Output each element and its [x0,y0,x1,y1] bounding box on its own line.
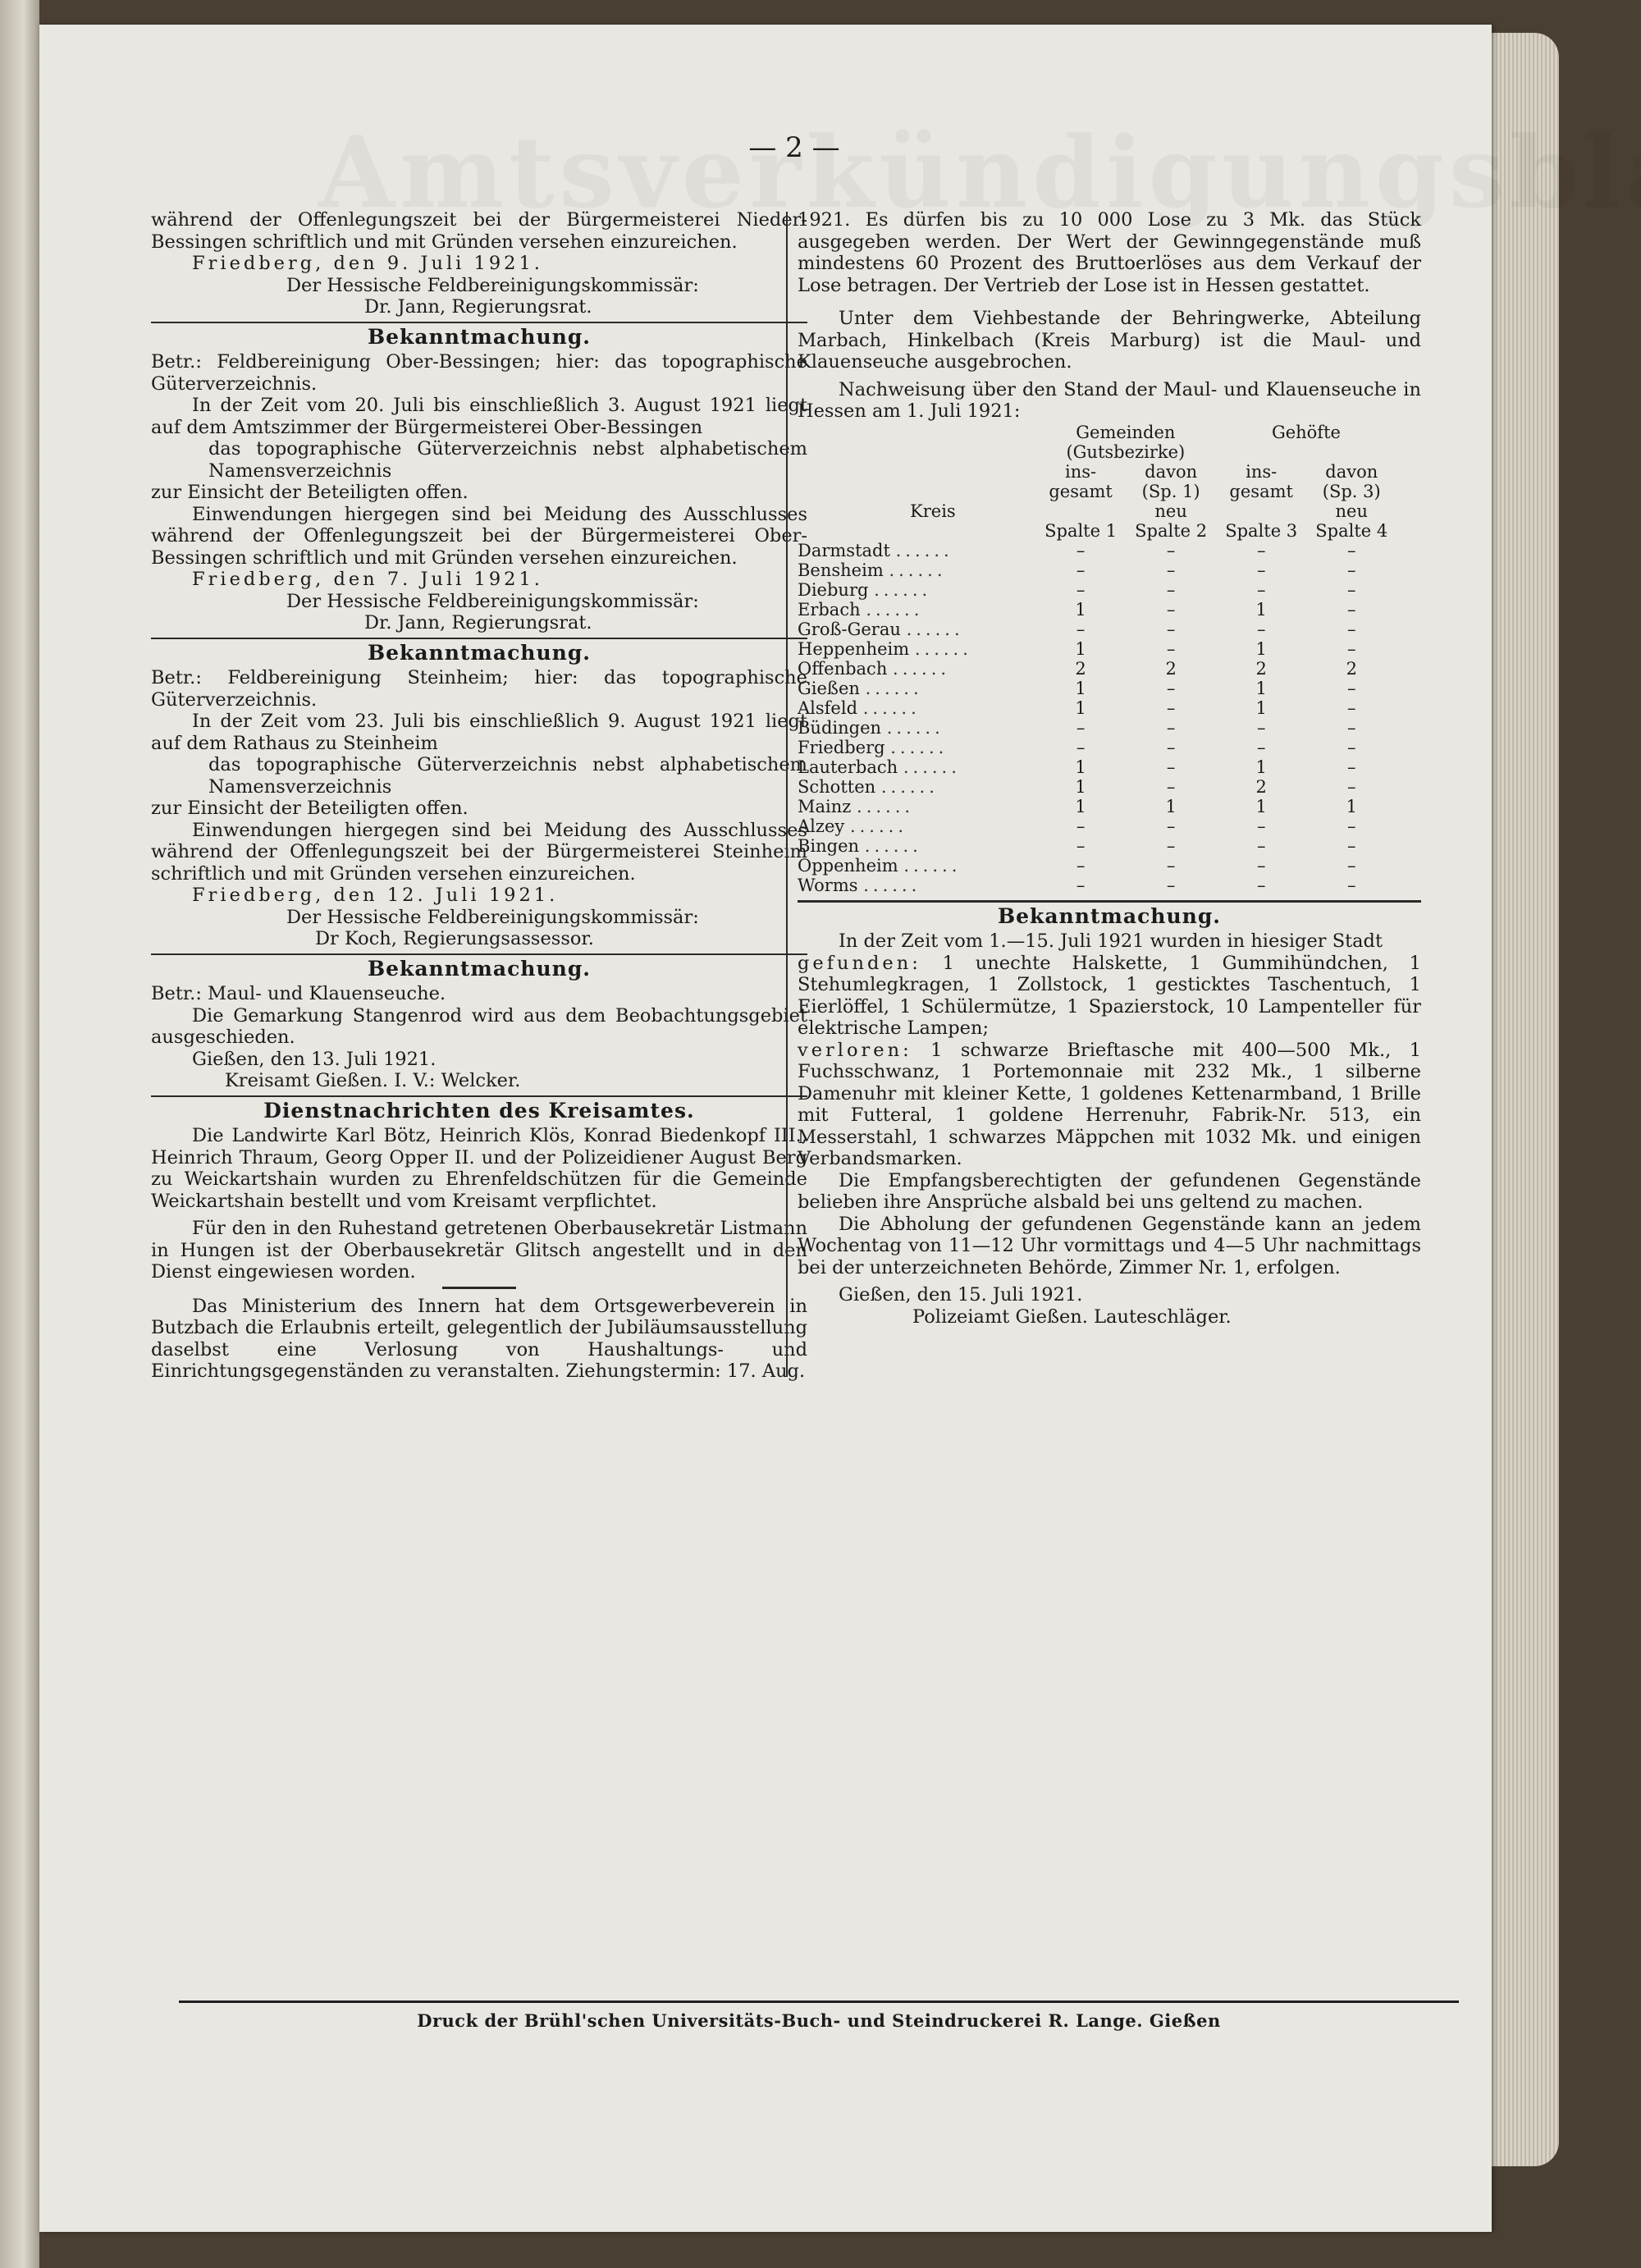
paragraph: Einwendungen hiergegen sind bei Meidung des Ausschlusses während der Offenlegungszeit bei der Bürgermeisterei Ober-Bessingen schriftlich und mit Gründen versehen einzureichen. [151,503,807,569]
paragraph: Die Abholung der gefundenen Gegenstände kann an jedem Wochentag von 11—12 Uhr vormittags und 4—5 Uhr nachmittags bei der unterzeichneten Behörde, Zimmer Nr. 1, erfolgen. [798,1213,1421,1278]
table-cell: – [1166,579,1176,600]
table-cell: 1 [1255,697,1267,718]
leader-dots: ...... [864,835,922,856]
leader-dots: ...... [863,875,921,895]
table-cell: – [1347,599,1356,620]
signature-line: Dr. Jann, Regierungsrat. [364,612,592,633]
table-cell: – [1166,757,1176,777]
leader-dots: ...... [906,619,964,639]
lost-label: verloren: [798,1039,912,1061]
table-row [798,777,1396,797]
kreis-name: Gießen [798,678,860,698]
notice-heading: Bekanntmachung. [367,324,592,349]
table-cell: – [1166,835,1176,856]
table-cell: 2 [1255,776,1267,797]
table-cell: – [1076,717,1086,738]
table-cell: – [1076,540,1086,560]
leader-dots: ...... [862,697,921,718]
table-cell: – [1076,855,1086,876]
table-cell: – [1347,560,1356,580]
col-header: neu [1335,501,1368,521]
table-cell: – [1076,737,1086,757]
subject-line: Betr.: Maul- und Klauenseuche. [151,983,446,1004]
divider [151,953,807,955]
table-row [798,659,1396,679]
kreis-name: Alsfeld [798,697,858,718]
table-cell: – [1347,678,1356,698]
table-cell: – [1347,619,1356,639]
table-row [798,620,1396,639]
paragraph: In der Zeit vom 20. Juli bis einschließlich 3. August 1921 liegt auf dem Amtszimmer der Bürgermeisterei Ober-Bessingen [151,395,807,438]
short-divider [442,1287,516,1289]
table-cell: – [1256,579,1266,600]
table-cell: – [1347,638,1356,659]
table-cell: 1 [1075,638,1086,659]
kreis-name: Friedberg [798,737,885,757]
lost-items [798,1040,1421,1170]
notice-heading: Bekanntmachung. [367,640,592,665]
table-cell: – [1347,579,1356,600]
table-cell: 1 [1255,757,1267,777]
table-cell: – [1347,697,1356,718]
col-header: neu [1154,501,1187,521]
signature-line: Der Hessische Feldbereinigungskommissär: [286,274,699,296]
date-line: Gießen, den 15. Juli 1921. [839,1284,1083,1305]
divider [151,638,807,639]
table-row [798,738,1396,757]
col-group-header: Gehöfte [1271,422,1341,442]
signature-line: Dr. Jann, Regierungsrat. [364,296,592,318]
col-header: (Sp. 3) [1322,481,1381,501]
table-cell: – [1076,835,1086,856]
date-line: Friedberg, den 9. Juli 1921. [192,253,543,274]
paragraph: Unter dem Viehbestande der Behringwerke, Abteilung Marbach, Hinkelbach (Kreis Marburg) ist die Maul- und Klauenseuche ausgebrochen. [798,308,1421,373]
leader-dots: ...... [893,658,951,679]
printer-imprint: Druck der Brühl'schen Universitäts-Buch- und Steindruckerei R. Lange. Gießen [417,2010,1221,2031]
paragraph: Die Landwirte Karl Bötz, Heinrich Klös, Konrad Biedenkopf III., Heinrich Thraum, Georg Opper II. und der Polizeidiener August Berg zu Weickartshain wurden zu Ehrenfeldschützen für die Gemeinde Weickartshain bestellt und vom Kreisamt verpflichtet. [151,1125,807,1212]
found-list: 1 unechte Halskette, 1 Gummihündchen, 1 Stehumlegkragen, 1 Zollstock, 1 gesticktes Taschentuch, 1 Eierlöffel, 1 Schülermütze, 1 Spazierstock, 10 Lampenteller für elektrische Lampen; [798,952,1421,1039]
col-header-kreis: Kreis [910,501,956,521]
table-cell: – [1076,560,1086,580]
kreis-name: Dieburg [798,579,869,600]
table-row [798,797,1396,816]
table-cell: – [1256,737,1266,757]
table-row [798,757,1396,777]
table-cell: 2 [1165,658,1177,679]
paragraph: zur Einsicht der Beteiligten offen. [151,798,469,819]
table-cell: – [1347,875,1356,895]
table-cell: – [1166,560,1176,580]
kreis-name: Alzey [798,816,845,836]
leader-dots: ...... [895,540,953,560]
kreis-name: Oppenheim [798,855,898,876]
table-row [798,639,1396,659]
signature-line: Der Hessische Feldbereinigungskommissär: [286,906,699,928]
paragraph: das topographische Güterverzeichnis nebst alphabetischem Namensverzeichnis [208,438,807,482]
table-cell: 1 [1255,678,1267,698]
leader-dots: ...... [890,737,948,757]
table-cell: – [1347,717,1356,738]
document-page [39,25,1492,2232]
col-header: Spalte 1 [1044,520,1118,541]
left-column [151,209,807,1383]
kreis-name: Darmstadt [798,540,890,560]
right-column [798,209,1421,1328]
table-cell: – [1256,855,1266,876]
kreis-name: Worms [798,875,858,895]
table-cell: – [1256,875,1266,895]
table-cell: – [1076,619,1086,639]
table-cell: 2 [1255,658,1267,679]
table-row [798,876,1396,895]
kreis-name: Erbach [798,599,861,620]
table-cell: – [1166,697,1176,718]
table-row [798,600,1396,620]
paragraph: Einwendungen hiergegen sind bei Meidung des Ausschlusses während der Offenlegungszeit bei der Bürgermeisterei Steinheim schriftlich und mit Gründen versehen einzureichen. [151,819,807,885]
leader-dots: ...... [889,560,947,580]
table-cell: – [1166,638,1176,659]
table-title: Nachweisung über den Stand der Maul- und Klauenseuche in Hessen am 1. Juli 1921: [798,378,1421,422]
signature-line: Polizeiamt Gießen. Lauteschläger. [912,1305,1232,1328]
paragraph: In der Zeit vom 1.—15. Juli 1921 wurden in hiesiger Stadt [839,931,1383,952]
paragraph: In der Zeit vom 23. Juli bis einschließlich 9. August 1921 liegt auf dem Rathaus zu Steinheim [151,711,807,754]
table-cell: 1 [1075,599,1086,620]
paragraph: zur Einsicht der Beteiligten offen. [151,482,469,503]
section-heading: Dienstnachrichten des Kreisamtes. [263,1098,695,1123]
col-header: Spalte 3 [1225,520,1298,541]
table-cell: 1 [1255,599,1267,620]
table-cell: 1 [1255,796,1267,816]
table-cell: – [1076,816,1086,836]
page-number: — 2 — [748,131,840,164]
table-cell: – [1256,619,1266,639]
paragraph: Das Ministerium des Innern hat dem Ortsgewerbeverein in Butzbach die Erlaubnis erteilt, gelegentlich der Jubiläumsausstellung daselbst eine Verlosung von Haushaltungs- und Einrichtungsgegenständen zu veranstalten. Ziehungstermin: 17. Aug. [151,1295,807,1382]
kreis-name: Bingen [798,835,860,856]
paragraph: das topographische Güterverzeichnis nebst alphabetischem Namensverzeichnis [208,754,807,798]
subject-line: Betr.: Feldbereinigung Steinheim; hier: das topographische Güterverzeichnis. [151,667,807,711]
col-header: gesamt [1229,481,1293,501]
table-cell: – [1166,855,1176,876]
paragraph: Die Gemarkung Stangenrod wird aus dem Beobachtungsgebiet ausgeschieden. [151,1004,807,1048]
divider [151,322,807,323]
table-cell: – [1076,579,1086,600]
table-cell: – [1347,757,1356,777]
table-cell: – [1076,875,1086,895]
table-row [798,816,1396,836]
table-cell: – [1166,599,1176,620]
kreis-name: Schotten [798,776,876,797]
table-cell: – [1166,619,1176,639]
table-cell: – [1166,540,1176,560]
table-cell: 2 [1346,658,1357,679]
paragraph: 1921. Es dürfen bis zu 10 000 Lose zu 3 Mk. das Stück ausgegeben werden. Der Wert der Gewinngegenstände muß mindestens 60 Prozent des Bruttoerlöses aus dem Verkauf der Lose betragen. Der Vertrieb der Lose ist in Hessen gestattet. [798,209,1421,296]
leader-dots: ...... [857,796,915,816]
table-cell: 1 [1255,638,1267,659]
leader-dots: ...... [849,816,907,836]
col-header: ins- [1246,461,1278,482]
table-cell: 1 [1075,678,1086,698]
table-cell: – [1347,835,1356,856]
divider [151,1095,807,1097]
table-cell: – [1256,560,1266,580]
table-row [798,698,1396,718]
table-row [798,560,1396,580]
kreis-name: Büdingen [798,717,882,738]
table-cell: – [1256,540,1266,560]
leader-dots: ...... [914,638,972,659]
table-cell: – [1256,717,1266,738]
notice-heading: Bekanntmachung. [997,903,1222,928]
kreis-name: Bensheim [798,560,884,580]
col-header: gesamt [1049,481,1113,501]
table-cell: 1 [1075,697,1086,718]
table-cell: – [1256,816,1266,836]
col-group-header: Gemeinden [1076,422,1176,442]
col-header: davon [1325,461,1378,482]
table-cell: – [1256,835,1266,856]
signature-line: Kreisamt Gießen. I. V.: Welcker. [225,1070,521,1091]
kreis-name: Mainz [798,796,852,816]
table-cell: – [1347,816,1356,836]
table-row [798,836,1396,856]
date-line: Gießen, den 13. Juli 1921. [192,1048,437,1070]
leader-dots: ...... [866,599,924,620]
col-header: Spalte 2 [1135,520,1208,541]
kreis-name: Groß-Gerau [798,619,901,639]
lost-list: 1 schwarze Brieftasche mit 400—500 Mk., 1 Fuchsschwanz, 1 Portemonnaie mit 232 Mk., 1 silberne Damenuhr mit kleiner Kette, 1 goldenes Kettenarmband, 1 Brille mit Futteral, 1 goldene Herrenuhr, Fabrik-Nr. 513, ein Messerstahl, 1 schwarzes Mäppchen mit 1032 Mk. und einigen Verbandsmarken. [798,1039,1422,1169]
table-cell: 2 [1075,658,1086,679]
kreis-name: Heppenheim [798,638,910,659]
col-header: (Sp. 1) [1141,481,1200,501]
leader-dots: ...... [886,717,944,738]
table-cell: – [1166,776,1176,797]
leader-dots: ...... [874,579,932,600]
table-cell: – [1347,855,1356,876]
table-cell: 1 [1346,796,1357,816]
leader-dots: ...... [903,855,962,876]
signature-line: Dr Koch, Regierungsassessor. [315,928,594,949]
column-divider [786,212,788,1377]
kreis-name: Offenbach [798,658,888,679]
footer-rule [179,2001,1459,2003]
subject-line: Betr.: Feldbereinigung Ober-Bessingen; hier: das topographische Güterverzeichnis. [151,351,807,395]
signature-line: Der Hessische Feldbereinigungskommissär: [286,590,699,612]
divider [798,900,1421,903]
table-cell: – [1347,737,1356,757]
table-cell: – [1166,875,1176,895]
table-cell: – [1166,717,1176,738]
col-header: Spalte 4 [1315,520,1388,541]
paragraph: Für den in den Ruhestand getretenen Oberbausekretär Listmann in Hungen ist der Oberbausekretär Glitsch angestellt und in den Dienst eingewiesen worden. [151,1218,807,1283]
table-row [798,856,1396,876]
found-items [798,953,1421,1040]
date-line: Friedberg, den 12. Juli 1921. [192,885,559,906]
table-cell: – [1166,737,1176,757]
found-label: gefunden: [798,952,921,974]
col-header: davon [1145,461,1198,482]
notice-heading: Bekanntmachung. [367,956,592,981]
col-header: ins- [1065,461,1097,482]
table-cell: 1 [1075,757,1086,777]
leader-dots: ...... [903,757,961,777]
table-row [798,580,1396,600]
adjacent-page-edge [0,0,39,2268]
date-line: Friedberg, den 7. Juli 1921. [192,569,543,590]
table-cell: – [1347,540,1356,560]
table-cell: 1 [1075,776,1086,797]
col-group-subheader: (Gutsbezirke) [1066,441,1186,462]
paragraph: Die Empfangsberechtigten der gefundenen Gegenstände belieben ihre Ansprüche alsbald bei uns geltend zu machen. [798,1169,1421,1213]
table-row [798,679,1396,698]
table-cell: 1 [1075,796,1086,816]
paragraph: während der Offenlegungszeit bei der Bürgermeisterei Nieder-Bessingen schriftlich und mit Gründen versehen einzureichen. [151,209,807,253]
table-cell: 1 [1165,796,1177,816]
table-cell: – [1166,678,1176,698]
epidemic-table [798,423,1396,895]
kreis-name: Lauterbach [798,757,898,777]
table-cell: – [1166,816,1176,836]
leader-dots: ...... [865,678,923,698]
table-cell: – [1347,776,1356,797]
table-row [798,541,1396,560]
leader-dots: ...... [880,776,939,797]
table-row [798,718,1396,738]
